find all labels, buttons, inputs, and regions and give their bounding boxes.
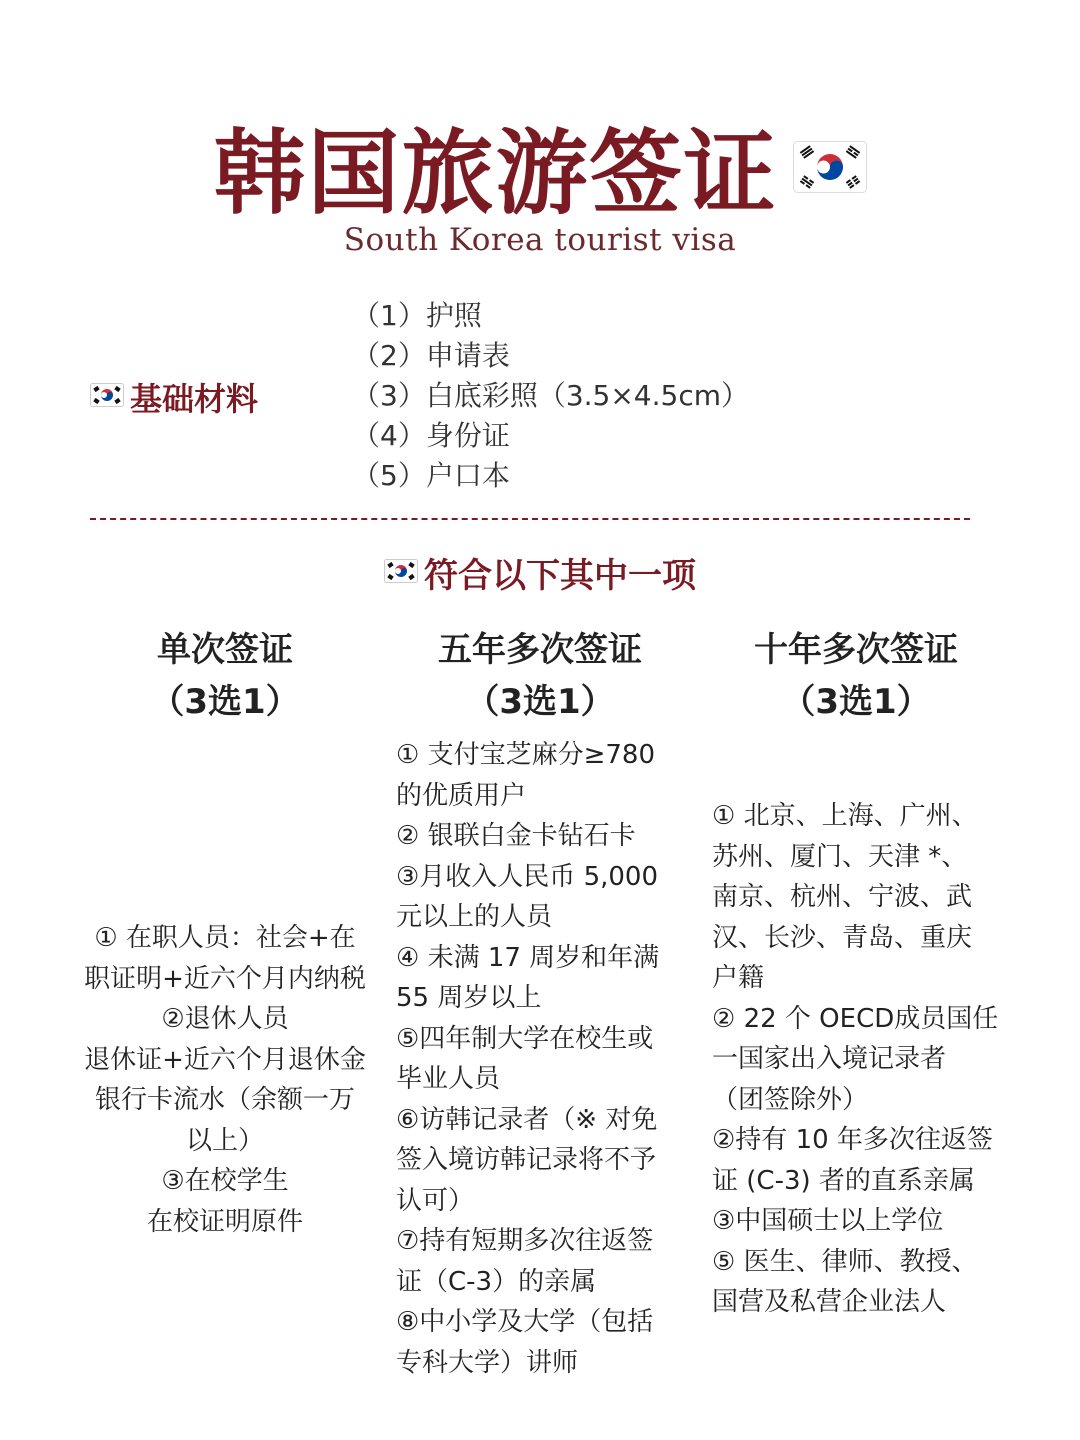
- requirement-line: 南京、杭州、宁波、武: [712, 882, 973, 912]
- requirement-line: ⑤ 医生、律师、教授、: [712, 1246, 978, 1277]
- requirement-line: ④ 未满 17 周岁和年满: [396, 942, 660, 973]
- requirement-line: 苏州、厦门、天津 *、: [712, 841, 968, 872]
- section-heading: 符合以下其中一项: [424, 556, 696, 596]
- requirement-line: 毕业人员: [396, 1064, 501, 1094]
- requirement-line: ②持有 10 年多次往返签: [712, 1125, 993, 1155]
- column-title: 十年多次签证: [754, 630, 958, 670]
- requirement-line: ⑦持有短期多次往返签: [396, 1226, 654, 1256]
- list-item: （4）身份证: [352, 419, 510, 452]
- requirement-line: 专科大学）讲师: [396, 1347, 579, 1378]
- ten-year-requirements: [712, 796, 1012, 1323]
- column-heading-single-entry: [55, 624, 395, 728]
- section-title: [0, 548, 1080, 597]
- requirement-line: ① 在职人员：社会+在: [94, 923, 356, 953]
- requirement-line: ① 北京、上海、广州、: [712, 801, 978, 831]
- requirement-line: ③月收入人民币 5,000: [396, 861, 659, 892]
- requirement-line: ② 22 个 OECD成员国任: [712, 1003, 999, 1034]
- column-subtitle: （3选1）: [465, 682, 615, 722]
- requirement-line: ② 银联白金卡钻石卡: [396, 821, 636, 851]
- requirement-line: 职证明+近六个月内纳税: [84, 963, 366, 994]
- requirement-line: 退休证+近六个月退休金: [84, 1044, 366, 1075]
- column-subtitle: （3选1）: [781, 682, 931, 722]
- requirement-line: 55 周岁以上: [396, 983, 542, 1013]
- basic-materials-list: [352, 296, 749, 496]
- requirement-line: 户籍: [712, 963, 765, 993]
- list-item: （3）白底彩照（3.5×4.5cm）: [352, 379, 750, 412]
- single-entry-requirements: [60, 918, 390, 1242]
- requirement-line: 一国家出入境记录者: [712, 1044, 947, 1074]
- requirement-line: 银行卡流水（余额一万: [94, 1085, 355, 1115]
- list-item: （2）申请表: [352, 339, 510, 372]
- requirement-line: 签入境访韩记录将不予: [396, 1145, 657, 1175]
- requirement-line: 在校证明原件: [146, 1206, 303, 1237]
- south-korea-flag-icon: [90, 383, 124, 411]
- requirement-line: ① 支付宝芝麻分≥780: [396, 740, 655, 770]
- requirement-line: ⑤四年制大学在校生或: [396, 1023, 654, 1054]
- column-heading-ten-year: [686, 624, 1026, 728]
- five-year-requirements: [396, 735, 696, 1383]
- requirement-line: 认可）: [396, 1185, 475, 1216]
- requirement-line: 以上）: [185, 1125, 264, 1156]
- requirement-line: 证（C-3）的亲属: [396, 1266, 597, 1297]
- column-title: 五年多次签证: [438, 630, 642, 670]
- requirement-line: 元以上的人员: [396, 902, 553, 932]
- south-korea-flag-icon: [384, 559, 418, 587]
- page-subtitle: South Korea tourist visa: [343, 222, 737, 258]
- requirement-line: ③中国硕士以上学位: [712, 1206, 944, 1236]
- requirement-line: 的优质用户: [396, 780, 527, 811]
- requirement-line: ⑧中小学及大学（包括: [396, 1307, 654, 1337]
- title-row: [0, 100, 1080, 232]
- requirement-line: 汉、长沙、青岛、重庆: [712, 922, 973, 953]
- requirement-line: 证 (C-3) 者的直系亲属: [712, 1165, 975, 1196]
- requirement-line: ⑥访韩记录者（※ 对免: [396, 1104, 658, 1135]
- requirement-line: 国营及私营企业法人: [712, 1287, 947, 1317]
- requirement-line: ③在校学生: [161, 1166, 289, 1196]
- dashed-divider: [90, 518, 970, 520]
- basic-materials-heading: 基础材料: [130, 380, 259, 418]
- column-subtitle: （3选1）: [150, 682, 300, 722]
- basic-materials-label: [90, 374, 258, 420]
- list-item: （1）护照: [352, 299, 482, 332]
- column-title: 单次签证: [157, 630, 293, 670]
- page-title: 韩国旅游签证: [213, 119, 778, 227]
- column-heading-five-year: [370, 624, 710, 728]
- requirement-line: ②退休人员: [161, 1004, 289, 1034]
- south-korea-flag-icon: [793, 141, 867, 197]
- requirement-line: （团签除外）: [712, 1084, 869, 1115]
- list-item: （5）户口本: [352, 459, 510, 492]
